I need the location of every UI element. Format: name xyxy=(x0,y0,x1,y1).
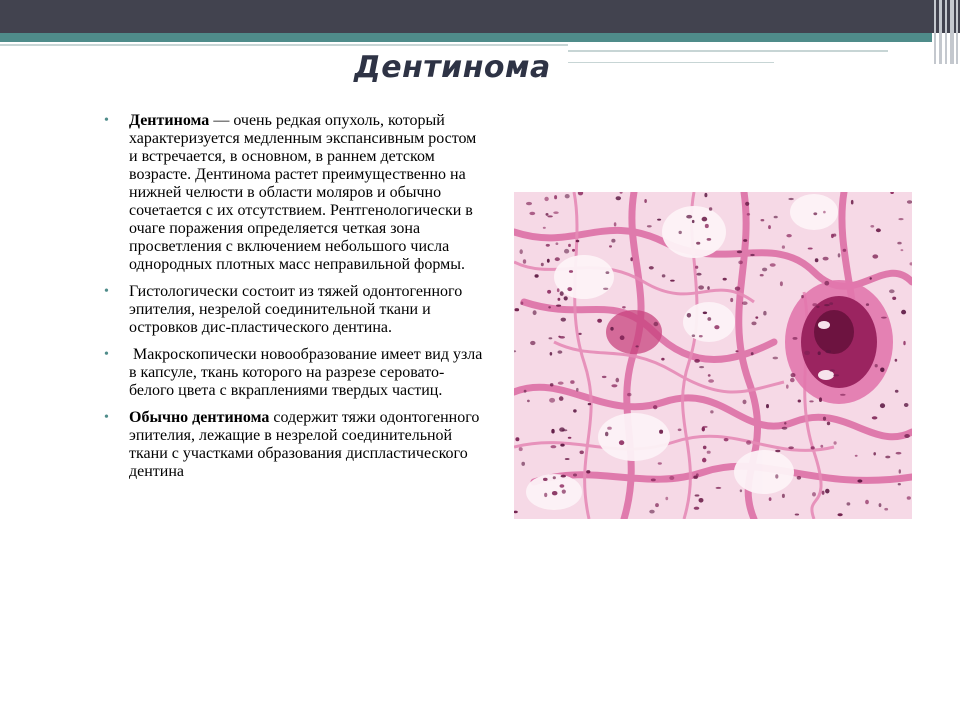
list-item xyxy=(104,409,484,481)
top-rule-line xyxy=(568,50,888,52)
list-item xyxy=(104,346,487,400)
list-item xyxy=(104,283,484,337)
top-bar xyxy=(0,0,960,33)
slide-title: Дентинома xyxy=(354,50,551,85)
top-rule-line xyxy=(0,44,568,46)
bullet-icon: • xyxy=(104,347,109,362)
bullet-bold-term: Дентинома xyxy=(129,112,210,129)
histology-image xyxy=(514,192,912,519)
bullet-icon: • xyxy=(104,113,109,128)
top-rule-line xyxy=(568,62,774,63)
bullet-text: Гистологически состоит из тяжей одонтогенного эпителия, незрелой соединительной ткани и островков дис-пластического дентина. xyxy=(129,283,463,336)
bullet-list xyxy=(104,112,487,490)
bullet-text: Макроскопически новообразование имеет вид узла в капсуле, ткань которого на разрезе серовато-белого цвета с вкраплениями твердых частиц. xyxy=(129,346,487,399)
list-item xyxy=(104,112,484,274)
bullet-text: — очень редкая опухоль, который характеризуется медленным экспансивным ростом и встречается, в основном, в раннем детском возрасте. Дентинома растет преимущественно на нижней челюсти в области моляров и обычно сочетается с их отсутствием. Рентгенологически в очаге поражения определяется четкая зона просветления с включением небольшого числа однородных плотных масс неправильной формы. xyxy=(129,112,477,273)
bullet-icon: • xyxy=(104,284,109,299)
bullet-text: содержит тяжи одонтогенного эпителия, лежащие в незрелой соединительной ткани с участками образования диспластического дентина xyxy=(129,409,480,480)
histology-micrograph xyxy=(514,192,912,519)
bullet-icon: • xyxy=(104,410,109,425)
corner-stripes xyxy=(932,0,960,64)
bullet-bold-term: Обычно дентинома xyxy=(129,409,270,426)
top-accent-stripe xyxy=(0,33,932,42)
